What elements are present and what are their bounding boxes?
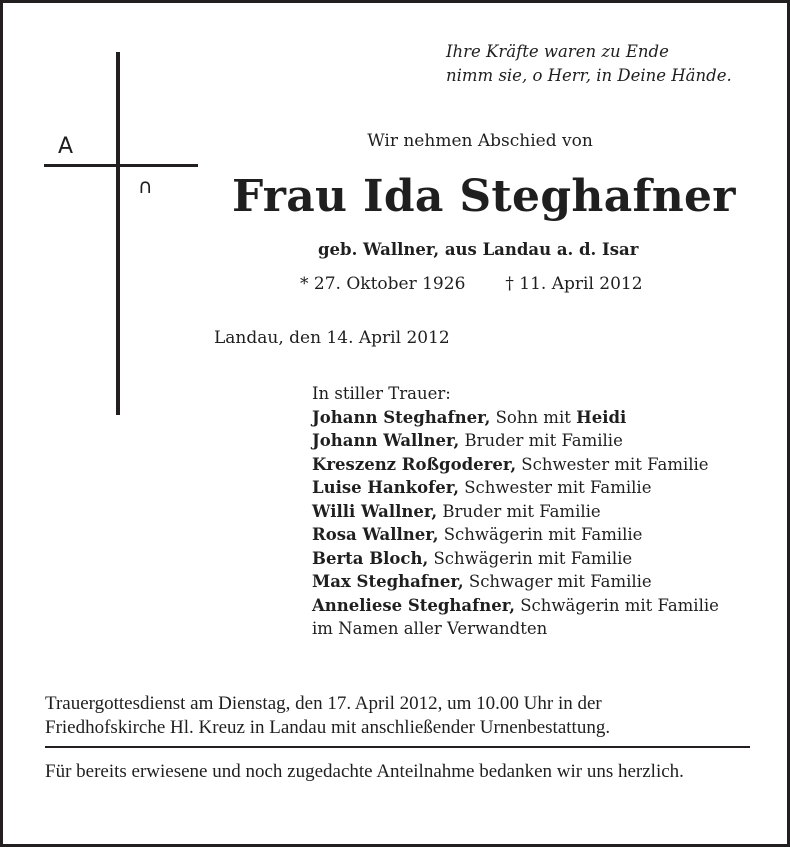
list-item: Johann Steghafner, Sohn mit Heidi bbox=[312, 407, 627, 427]
list-item: Johann Wallner, Bruder mit Familie bbox=[312, 431, 623, 450]
alpha-icon: A bbox=[58, 134, 74, 159]
service-line-1: Trauergottesdienst am Dienstag, den 17. April 2012, um 10.00 Uhr in der bbox=[45, 693, 602, 714]
cross-icon bbox=[116, 52, 120, 415]
life-dates bbox=[300, 274, 643, 294]
list-item: Anneliese Steghafner, Schwägerin mit Familie bbox=[312, 595, 719, 615]
service-notice bbox=[45, 692, 750, 739]
motto-line-1: Ihre Kräfte waren zu Ende bbox=[446, 42, 669, 61]
list-item: Luise Hankofer, Schwester mit Familie bbox=[312, 478, 652, 497]
list-item: Willi Wallner, Bruder mit Familie bbox=[312, 501, 601, 521]
birth-date: * 27. Oktober 1926 bbox=[300, 274, 466, 294]
service-line-2: Friedhofskirche Hl. Kreuz in Landau mit anschließender Urnenbestattung. bbox=[45, 716, 611, 738]
mourners-list bbox=[312, 382, 719, 641]
list-item: Max Steghafner, Schwager mit Familie bbox=[312, 572, 652, 591]
list-item: Berta Bloch, Schwägerin mit Familie bbox=[312, 548, 633, 568]
place-date: Landau, den 14. April 2012 bbox=[214, 328, 450, 348]
cross-crossbar bbox=[44, 164, 198, 167]
divider bbox=[45, 746, 750, 748]
list-item: Kreszenz Roßgoderer, Schwester mit Familie bbox=[312, 454, 709, 474]
motto bbox=[446, 40, 732, 88]
motto-line-2: nimm sie, o Herr, in Deine Hände. bbox=[446, 66, 732, 85]
list-item: Rosa Wallner, Schwägerin mit Familie bbox=[312, 525, 643, 544]
mourners-heading: In stiller Trauer: bbox=[312, 384, 451, 403]
deceased-name: Frau Ida Steghafner bbox=[232, 171, 736, 222]
omega-icon: ∩ bbox=[138, 174, 153, 198]
intro-text: Wir nehmen Abschied von bbox=[367, 131, 593, 151]
mourners-footer: im Namen aller Verwandten bbox=[312, 619, 548, 638]
death-date: † 11. April 2012 bbox=[505, 274, 643, 294]
thanks-note: Für bereits erwiesene und noch zugedachte Anteilnahme bedanken wir uns herzlich. bbox=[45, 761, 684, 782]
maiden-name: geb. Wallner, aus Landau a. d. Isar bbox=[318, 240, 639, 259]
